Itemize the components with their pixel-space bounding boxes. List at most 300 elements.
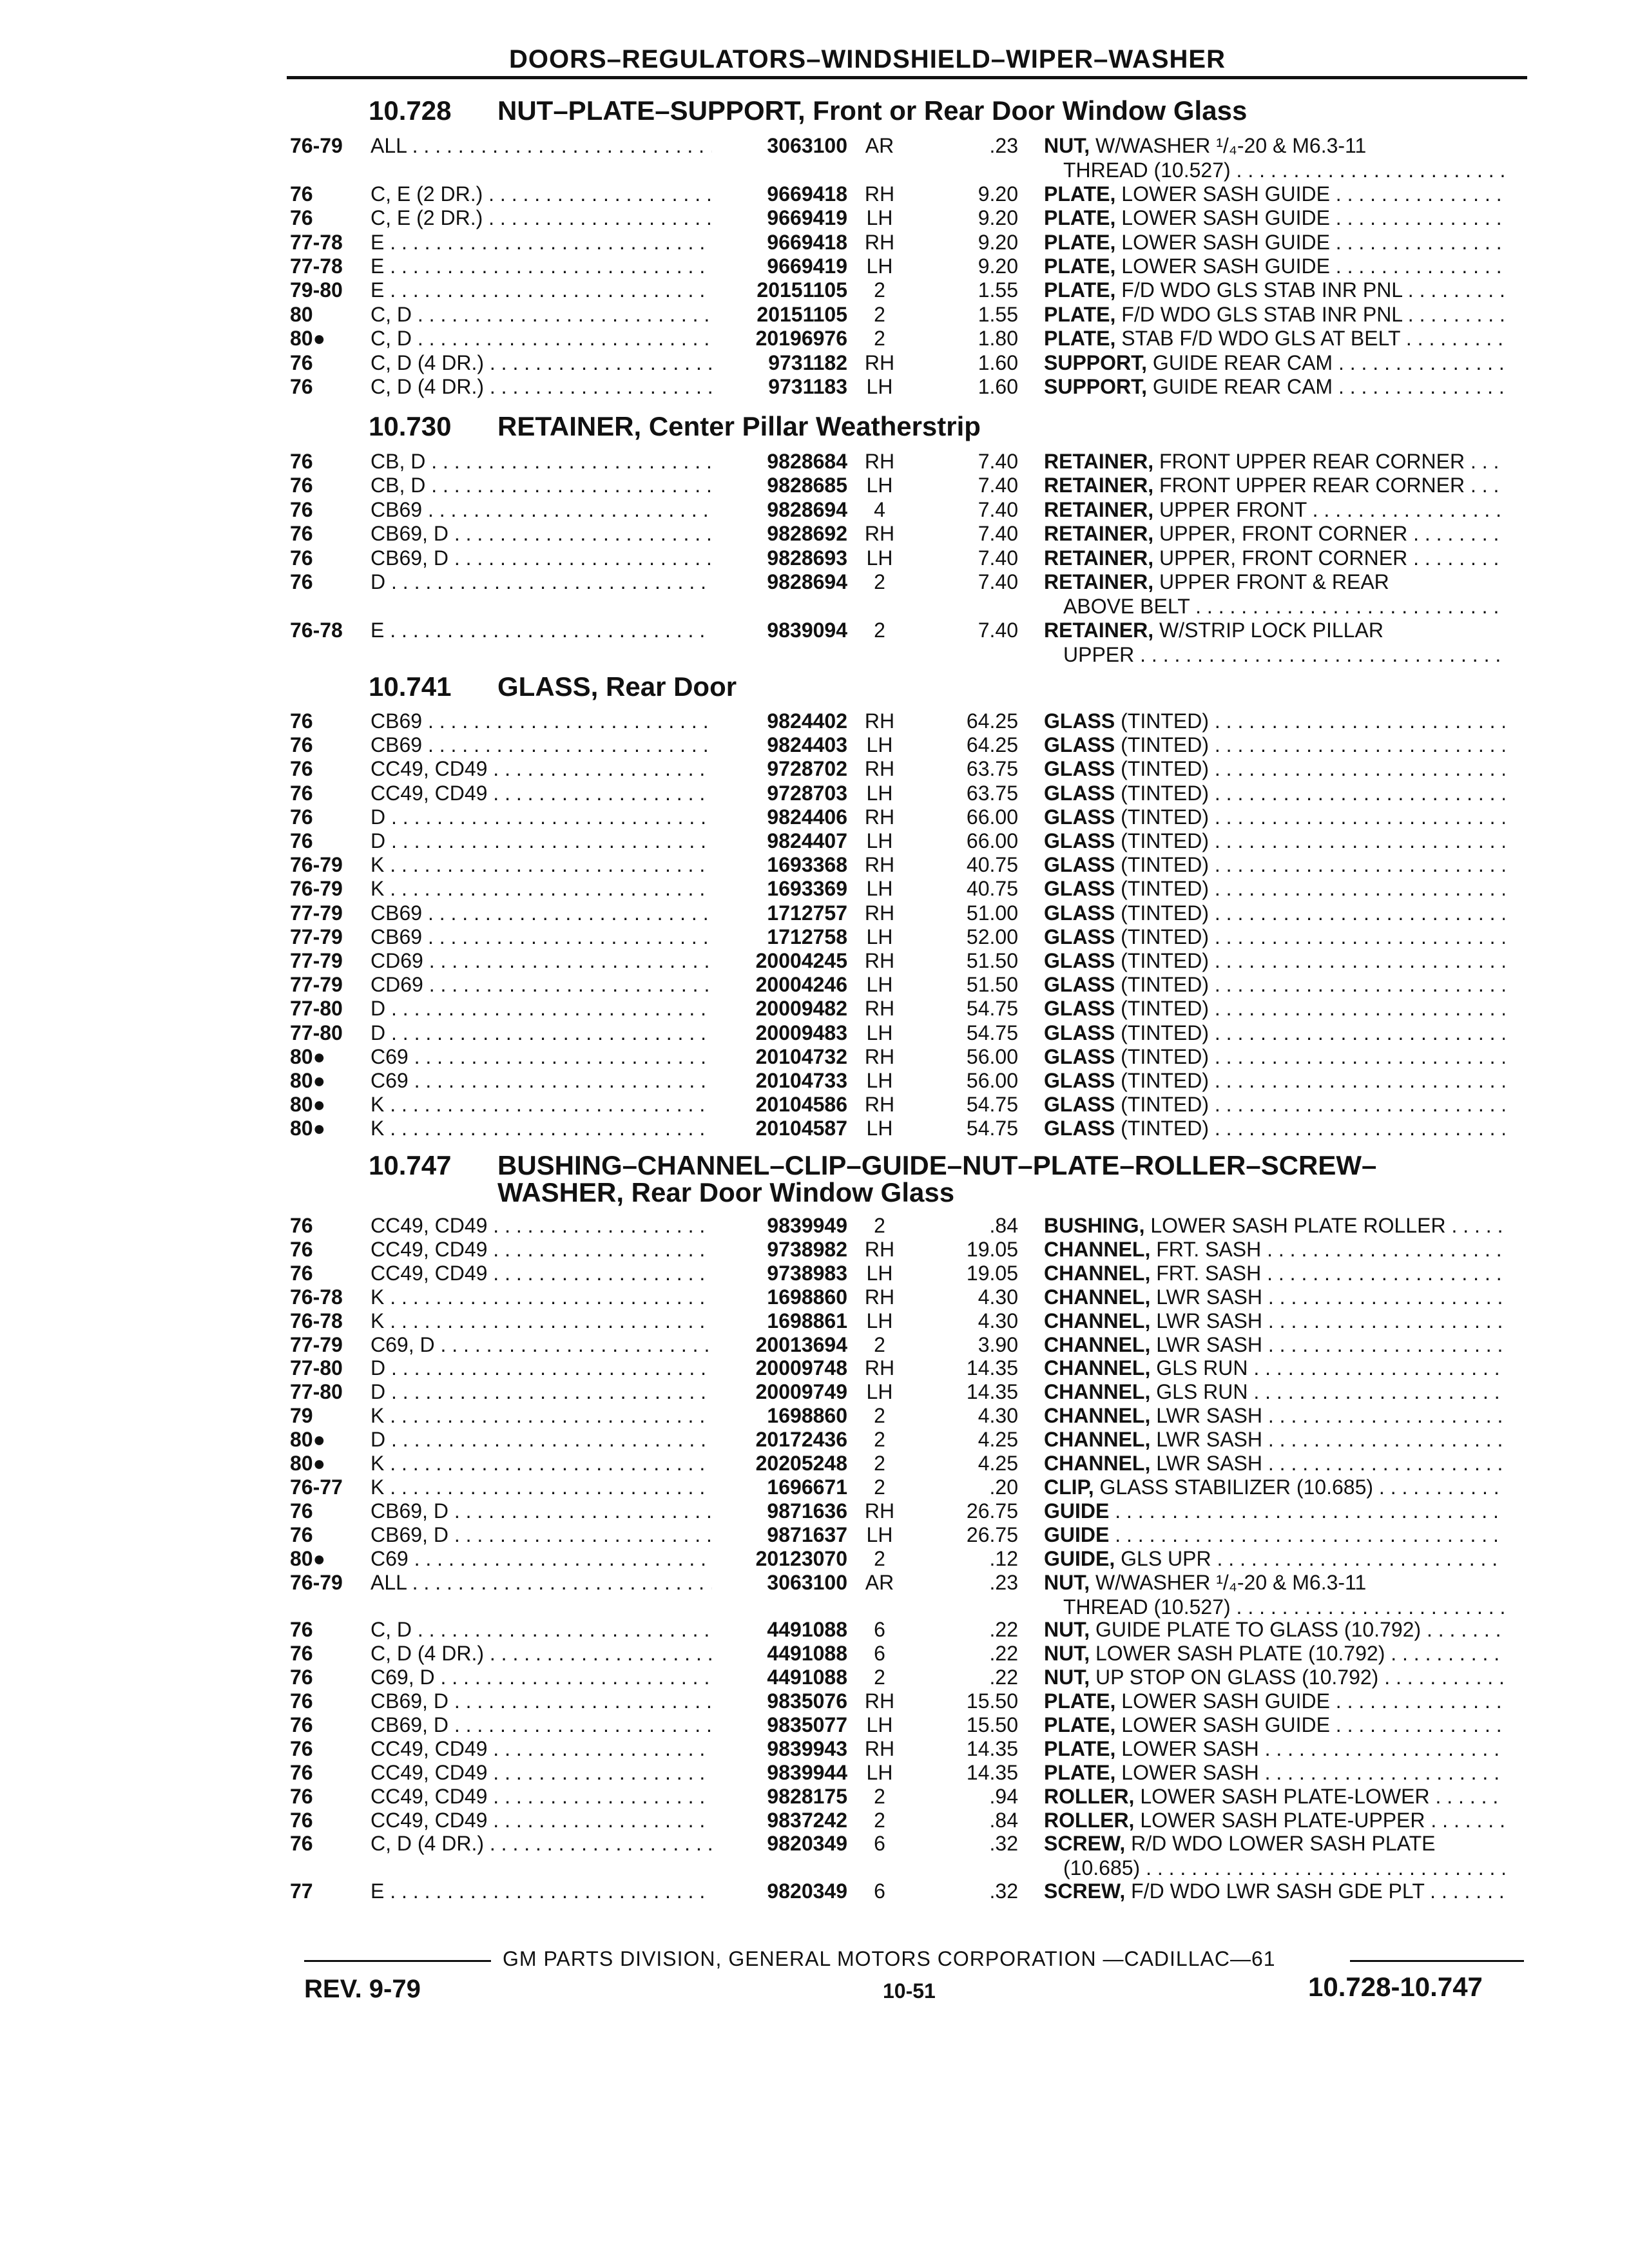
model-code: D . . . xyxy=(371,570,712,594)
part-name: PLATE, xyxy=(1044,1737,1116,1760)
part-name: GLASS xyxy=(1044,829,1115,852)
model-code: E . . . xyxy=(371,230,712,255)
model-code: CC49, CD49 . . . xyxy=(371,1237,712,1262)
part-description xyxy=(1044,1570,1505,1595)
part-name: ROLLER, xyxy=(1044,1809,1135,1832)
part-number: 20196976 xyxy=(755,327,847,350)
part-detail: (TINTED) xyxy=(1115,901,1209,925)
part-description xyxy=(1044,876,1505,901)
quantity: 4 xyxy=(874,498,885,521)
model-year: 77-79 xyxy=(290,949,343,972)
part-description xyxy=(1044,1451,1505,1475)
part-name: ROLLER, xyxy=(1044,1785,1135,1808)
part-number: 9839944 xyxy=(767,1761,847,1784)
price: 9.20 xyxy=(978,255,1018,278)
model-year: 76-78 xyxy=(290,1285,343,1309)
part-detail: (TINTED) xyxy=(1115,949,1209,972)
model-year: 76-79 xyxy=(290,853,343,876)
quantity: LH xyxy=(866,829,893,852)
part-description xyxy=(1044,1784,1505,1809)
part-description xyxy=(1044,1092,1505,1117)
model-code: CD69 . . . xyxy=(371,948,712,973)
quantity: 2 xyxy=(874,1666,885,1689)
price: .23 xyxy=(989,1571,1018,1594)
model-year: 76 xyxy=(290,733,313,756)
part-detail: FRONT UPPER REAR CORNER xyxy=(1153,450,1465,473)
price: 26.75 xyxy=(966,1523,1018,1546)
part-name: PLATE, xyxy=(1044,1713,1116,1736)
part-name: GLASS xyxy=(1044,925,1115,948)
footer-rule-left xyxy=(304,1960,491,1962)
part-name: GUIDE, xyxy=(1044,1547,1115,1570)
quantity: 2 xyxy=(874,278,885,302)
part-description xyxy=(1044,1427,1505,1452)
part-name: NUT, xyxy=(1044,1571,1090,1594)
model-code: C69 . . . xyxy=(371,1546,712,1571)
model-code: CD69 . . . xyxy=(371,972,712,997)
parts-row xyxy=(0,781,1629,805)
part-detail: LWR SASH xyxy=(1150,1428,1262,1451)
part-number: 9728702 xyxy=(767,757,847,780)
parts-row xyxy=(0,1713,1629,1737)
part-name: NUT, xyxy=(1044,1666,1090,1689)
part-description xyxy=(1044,1379,1505,1404)
part-detail: F/D WDO LWR SASH GDE PLT xyxy=(1125,1879,1425,1903)
part-name: SCREW, xyxy=(1044,1879,1126,1903)
model-code: CB69, D . . . xyxy=(371,1523,712,1547)
part-name: GLASS xyxy=(1044,782,1115,805)
part-name: CHANNEL, xyxy=(1044,1452,1151,1475)
model-code: C, E (2 DR.) . . . xyxy=(371,182,712,206)
model-code: ALL . . . xyxy=(371,133,712,158)
quantity: 2 xyxy=(874,1547,885,1570)
parts-row xyxy=(0,972,1629,997)
part-description xyxy=(1044,133,1505,158)
model-code: CB69, D . . . xyxy=(371,546,712,570)
model-code: D . . . xyxy=(371,829,712,853)
model-year: 76 xyxy=(290,375,313,398)
part-number: 9828692 xyxy=(767,522,847,545)
part-description xyxy=(1044,302,1505,327)
parts-row xyxy=(0,1831,1629,1880)
part-description xyxy=(1044,709,1505,733)
part-detail: GLS RUN xyxy=(1150,1380,1248,1403)
part-detail: UPPER, FRONT CORNER xyxy=(1153,546,1408,570)
model-year: 77-80 xyxy=(290,1021,343,1044)
part-description xyxy=(1044,570,1505,594)
part-number: 9824402 xyxy=(767,709,847,733)
part-description xyxy=(1044,1116,1505,1140)
part-name: CHANNEL, xyxy=(1044,1356,1151,1379)
quantity: RH xyxy=(864,757,895,780)
model-code: K . . . xyxy=(371,1403,712,1428)
parts-row xyxy=(0,1309,1629,1333)
quantity: 2 xyxy=(874,1452,885,1475)
part-detail: (TINTED) xyxy=(1115,925,1209,948)
quantity: 2 xyxy=(874,1404,885,1427)
part-number: 9820349 xyxy=(767,1879,847,1903)
part-description xyxy=(1044,254,1505,278)
price: 1.55 xyxy=(978,303,1018,326)
part-description xyxy=(1044,1617,1505,1642)
quantity: RH xyxy=(864,805,895,829)
part-detail: GUIDE REAR CAM xyxy=(1147,351,1333,374)
quantity: RH xyxy=(864,709,895,733)
quantity: LH xyxy=(866,1262,893,1285)
part-description xyxy=(1044,521,1505,546)
part-number: 4491088 xyxy=(767,1666,847,1689)
model-code: K . . . xyxy=(371,1116,712,1140)
parts-row xyxy=(0,473,1629,497)
part-number: 9669419 xyxy=(767,255,847,278)
part-detail: (TINTED) xyxy=(1115,1093,1209,1116)
parts-row xyxy=(0,133,1629,182)
price: 63.75 xyxy=(966,782,1018,805)
parts-row xyxy=(0,1641,1629,1666)
parts-row xyxy=(0,1261,1629,1285)
part-detail: (TINTED) xyxy=(1115,829,1209,852)
part-name: RETAINER, xyxy=(1044,498,1154,521)
part-name: CHANNEL, xyxy=(1044,1309,1151,1332)
part-description xyxy=(1044,901,1505,925)
price: 7.40 xyxy=(978,619,1018,642)
model-year: 80● xyxy=(290,1045,325,1068)
part-number: 9731182 xyxy=(768,351,847,374)
part-description xyxy=(1044,1261,1505,1285)
parts-row xyxy=(0,1689,1629,1713)
parts-row xyxy=(0,1617,1629,1642)
model-code: K . . . xyxy=(371,876,712,901)
model-code: C, D (4 DR.) . . . xyxy=(371,1641,712,1666)
part-description xyxy=(1044,1356,1505,1380)
price: 1.80 xyxy=(978,327,1018,350)
model-year: 76-79 xyxy=(290,877,343,900)
part-description-cont: THREAD (10.527) . . . xyxy=(1063,158,1505,182)
part-description xyxy=(1044,1332,1505,1357)
model-year: 76 xyxy=(290,1689,313,1713)
quantity: 2 xyxy=(874,570,885,593)
part-detail: UP STOP ON GLASS (10.792) xyxy=(1090,1666,1379,1689)
quantity: 2 xyxy=(874,1333,885,1356)
part-number: 20009749 xyxy=(755,1380,847,1403)
part-number: 20172436 xyxy=(755,1428,847,1451)
model-year: 80● xyxy=(290,1093,325,1116)
part-description-cont: (10.685) . . . xyxy=(1063,1856,1505,1880)
part-description xyxy=(1044,374,1505,399)
part-description xyxy=(1044,733,1505,757)
part-description xyxy=(1044,351,1505,375)
part-name: GLASS xyxy=(1044,877,1115,900)
model-code: CB69, D . . . xyxy=(371,521,712,546)
part-name: GLASS xyxy=(1044,901,1115,925)
model-year: 80● xyxy=(290,1547,325,1570)
model-year: 76 xyxy=(290,546,313,570)
part-detail: UPPER FRONT xyxy=(1153,498,1307,521)
part-description xyxy=(1044,1068,1505,1093)
parts-row xyxy=(0,1379,1629,1404)
part-name: CHANNEL, xyxy=(1044,1380,1151,1403)
part-number: 9828694 xyxy=(767,570,847,593)
part-number: 9738983 xyxy=(767,1262,847,1285)
quantity: AR xyxy=(865,134,894,157)
part-name: GLASS xyxy=(1044,1117,1115,1140)
part-name: PLATE, xyxy=(1044,182,1116,206)
part-detail: F/D WDO GLS STAB INR PNL xyxy=(1115,303,1402,326)
model-code: E . . . xyxy=(371,1879,712,1903)
section-heading: RETAINER, Center Pillar Weatherstrip xyxy=(497,411,981,441)
part-number: 9839949 xyxy=(767,1214,847,1237)
model-year: 77 xyxy=(290,1879,313,1903)
part-detail: (TINTED) xyxy=(1115,877,1209,900)
part-name: GLASS xyxy=(1044,949,1115,972)
part-name: PLATE, xyxy=(1044,1761,1116,1784)
part-name: GUIDE xyxy=(1044,1499,1110,1523)
part-detail: LOWER SASH GUIDE xyxy=(1115,1689,1330,1713)
price: 56.00 xyxy=(966,1069,1018,1092)
parts-row xyxy=(0,1523,1629,1547)
parts-row xyxy=(0,1403,1629,1428)
parts-row xyxy=(0,570,1629,619)
price: 7.40 xyxy=(978,474,1018,497)
quantity: LH xyxy=(866,206,893,229)
part-detail: LWR SASH xyxy=(1150,1333,1262,1356)
model-code: K . . . xyxy=(371,1451,712,1475)
part-detail: LOWER SASH GUIDE xyxy=(1115,255,1330,278)
model-code: CC49, CD49 . . . xyxy=(371,1808,712,1832)
part-number: 1698860 xyxy=(767,1285,847,1309)
parts-row xyxy=(0,805,1629,829)
price: .32 xyxy=(989,1832,1018,1855)
quantity: 2 xyxy=(874,619,885,642)
part-number: 3063100 xyxy=(767,134,847,157)
model-code: CB69 . . . xyxy=(371,709,712,733)
part-detail: LOWER SASH PLATE-LOWER xyxy=(1134,1785,1430,1808)
model-code: CB69 . . . xyxy=(371,497,712,522)
part-detail: LWR SASH xyxy=(1150,1309,1262,1332)
part-name: GLASS xyxy=(1044,1069,1115,1092)
model-year: 76 xyxy=(290,805,313,829)
part-name: RETAINER, xyxy=(1044,522,1154,545)
part-description xyxy=(1044,1641,1505,1666)
part-detail: LOWER SASH GUIDE xyxy=(1115,231,1330,254)
model-code: CC49, CD49 . . . xyxy=(371,1213,712,1238)
part-number: 9828694 xyxy=(767,498,847,521)
price: 4.25 xyxy=(978,1452,1018,1475)
part-description xyxy=(1044,1689,1505,1713)
footer-division: GM PARTS DIVISION, GENERAL MOTORS CORPORATION —CADILLAC—61 xyxy=(503,1947,1276,1970)
model-code: K . . . xyxy=(371,1475,712,1499)
parts-row xyxy=(0,925,1629,949)
price: 66.00 xyxy=(966,829,1018,852)
part-description xyxy=(1044,1499,1505,1523)
part-number: 20104587 xyxy=(755,1117,847,1140)
quantity: RH xyxy=(864,901,895,925)
part-description xyxy=(1044,781,1505,805)
part-description xyxy=(1044,1403,1505,1428)
part-name: CHANNEL, xyxy=(1044,1333,1151,1356)
part-name: GLASS xyxy=(1044,973,1115,996)
model-code: C69, D . . . xyxy=(371,1665,712,1689)
parts-row xyxy=(0,996,1629,1021)
part-description-cont: ABOVE BELT . . . xyxy=(1063,594,1505,619)
part-description xyxy=(1044,852,1505,877)
quantity: RH xyxy=(864,1045,895,1068)
model-year: 76 xyxy=(290,1618,313,1641)
model-code: C, D . . . xyxy=(371,1617,712,1642)
part-number: 9839094 xyxy=(767,619,847,642)
part-description xyxy=(1044,1736,1505,1761)
part-name: RETAINER, xyxy=(1044,474,1154,497)
part-description xyxy=(1044,497,1505,522)
model-code: CB69, D . . . xyxy=(371,1689,712,1713)
model-year: 79 xyxy=(290,1404,313,1427)
part-number: 9837242 xyxy=(767,1809,847,1832)
part-description xyxy=(1044,756,1505,781)
part-detail: W/STRIP LOCK PILLAR xyxy=(1153,619,1383,642)
part-description xyxy=(1044,972,1505,997)
model-year: 80● xyxy=(290,1452,325,1475)
model-code: C, D (4 DR.) . . . xyxy=(371,374,712,399)
part-number: 9828175 xyxy=(767,1785,847,1808)
part-detail: (TINTED) xyxy=(1115,782,1209,805)
price: 15.50 xyxy=(966,1689,1018,1713)
part-description xyxy=(1044,1523,1505,1547)
part-number: 9871637 xyxy=(767,1523,847,1546)
model-code: K . . . xyxy=(371,1309,712,1333)
part-number: 9871636 xyxy=(767,1499,847,1523)
part-detail: LOWER SASH xyxy=(1115,1761,1259,1784)
model-code: CB69, D . . . xyxy=(371,1713,712,1737)
parts-row xyxy=(0,206,1629,230)
part-description xyxy=(1044,1879,1505,1903)
part-number: 9824407 xyxy=(767,829,847,852)
parts-row xyxy=(0,876,1629,901)
parts-row xyxy=(0,852,1629,877)
parts-row xyxy=(0,374,1629,399)
part-description xyxy=(1044,1546,1505,1571)
price: 40.75 xyxy=(966,877,1018,900)
price: .84 xyxy=(989,1214,1018,1237)
part-detail: W/WASHER ¹/₄-20 & M6.3-11 xyxy=(1090,1571,1367,1594)
model-year: 77-80 xyxy=(290,1356,343,1379)
price: 4.25 xyxy=(978,1428,1018,1451)
parts-row xyxy=(0,1451,1629,1475)
model-code: E . . . xyxy=(371,278,712,302)
quantity: 6 xyxy=(874,1642,885,1665)
part-detail: GLS RUN xyxy=(1150,1356,1248,1379)
parts-row xyxy=(0,497,1629,522)
quantity: LH xyxy=(866,375,893,398)
model-code: D . . . xyxy=(371,1356,712,1380)
part-description xyxy=(1044,1713,1505,1737)
part-detail: LOWER SASH GUIDE xyxy=(1115,1713,1330,1736)
model-year: 76-79 xyxy=(290,134,343,157)
quantity: RH xyxy=(864,522,895,545)
quantity: RH xyxy=(864,1356,895,1379)
quantity: 2 xyxy=(874,1214,885,1237)
quantity: LH xyxy=(866,546,893,570)
part-name: PLATE, xyxy=(1044,206,1116,229)
part-detail: (TINTED) xyxy=(1115,997,1209,1020)
part-detail: (TINTED) xyxy=(1115,733,1209,756)
model-year: 76 xyxy=(290,498,313,521)
model-year: 76 xyxy=(290,206,313,229)
price: 26.75 xyxy=(966,1499,1018,1523)
parts-row xyxy=(0,1736,1629,1761)
model-year: 76 xyxy=(290,1666,313,1689)
footer-page-number: 10-51 xyxy=(883,1979,936,2003)
part-description xyxy=(1044,1309,1505,1333)
quantity: RH xyxy=(864,1689,895,1713)
parts-row xyxy=(0,1237,1629,1262)
part-description xyxy=(1044,1021,1505,1045)
model-year: 79-80 xyxy=(290,278,343,302)
price: 51.50 xyxy=(966,973,1018,996)
part-number: 20104586 xyxy=(755,1093,847,1116)
part-description xyxy=(1044,326,1505,351)
quantity: RH xyxy=(864,182,895,206)
quantity: LH xyxy=(866,1309,893,1332)
parts-row xyxy=(0,1044,1629,1069)
parts-row xyxy=(0,1570,1629,1619)
quantity: 6 xyxy=(874,1832,885,1855)
parts-row xyxy=(0,756,1629,781)
part-description xyxy=(1044,618,1505,642)
part-detail: (TINTED) xyxy=(1115,805,1209,829)
part-number: 20104733 xyxy=(755,1069,847,1092)
quantity: RH xyxy=(864,997,895,1020)
part-name: NUT, xyxy=(1044,1642,1090,1665)
parts-row xyxy=(0,901,1629,925)
model-year: 76 xyxy=(290,450,313,473)
part-name: CLIP, xyxy=(1044,1475,1094,1499)
model-year: 77-79 xyxy=(290,925,343,948)
price: .22 xyxy=(989,1666,1018,1689)
price: 51.50 xyxy=(966,949,1018,972)
model-year: 76 xyxy=(290,1737,313,1760)
quantity: RH xyxy=(864,450,895,473)
part-description xyxy=(1044,206,1505,230)
parts-row xyxy=(0,1879,1629,1903)
model-year: 76 xyxy=(290,709,313,733)
part-description xyxy=(1044,1760,1505,1785)
part-detail: UPPER, FRONT CORNER xyxy=(1153,522,1408,545)
part-number: 9669418 xyxy=(767,182,847,206)
quantity: RH xyxy=(864,1737,895,1760)
quantity: LH xyxy=(866,255,893,278)
price: .12 xyxy=(989,1547,1018,1570)
parts-row xyxy=(0,1546,1629,1571)
parts-row xyxy=(0,1499,1629,1523)
part-name: PLATE, xyxy=(1044,327,1116,350)
quantity: LH xyxy=(866,1523,893,1546)
part-number: 1712758 xyxy=(767,925,847,948)
price: 3.90 xyxy=(978,1333,1018,1356)
model-year: 76 xyxy=(290,757,313,780)
price: 9.20 xyxy=(978,206,1018,229)
model-year: 76 xyxy=(290,1642,313,1665)
part-name: GLASS xyxy=(1044,853,1115,876)
part-detail: FRONT UPPER REAR CORNER xyxy=(1153,474,1465,497)
part-detail: R/D WDO LOWER SASH PLATE xyxy=(1125,1832,1436,1855)
model-year: 76 xyxy=(290,1523,313,1546)
model-code: CC49, CD49 . . . xyxy=(371,756,712,781)
model-year: 76 xyxy=(290,1832,313,1855)
section-title xyxy=(369,1150,1377,1207)
model-code: CC49, CD49 . . . xyxy=(371,1736,712,1761)
part-description xyxy=(1044,925,1505,949)
part-detail: LOWER SASH PLATE-UPPER xyxy=(1134,1809,1425,1832)
